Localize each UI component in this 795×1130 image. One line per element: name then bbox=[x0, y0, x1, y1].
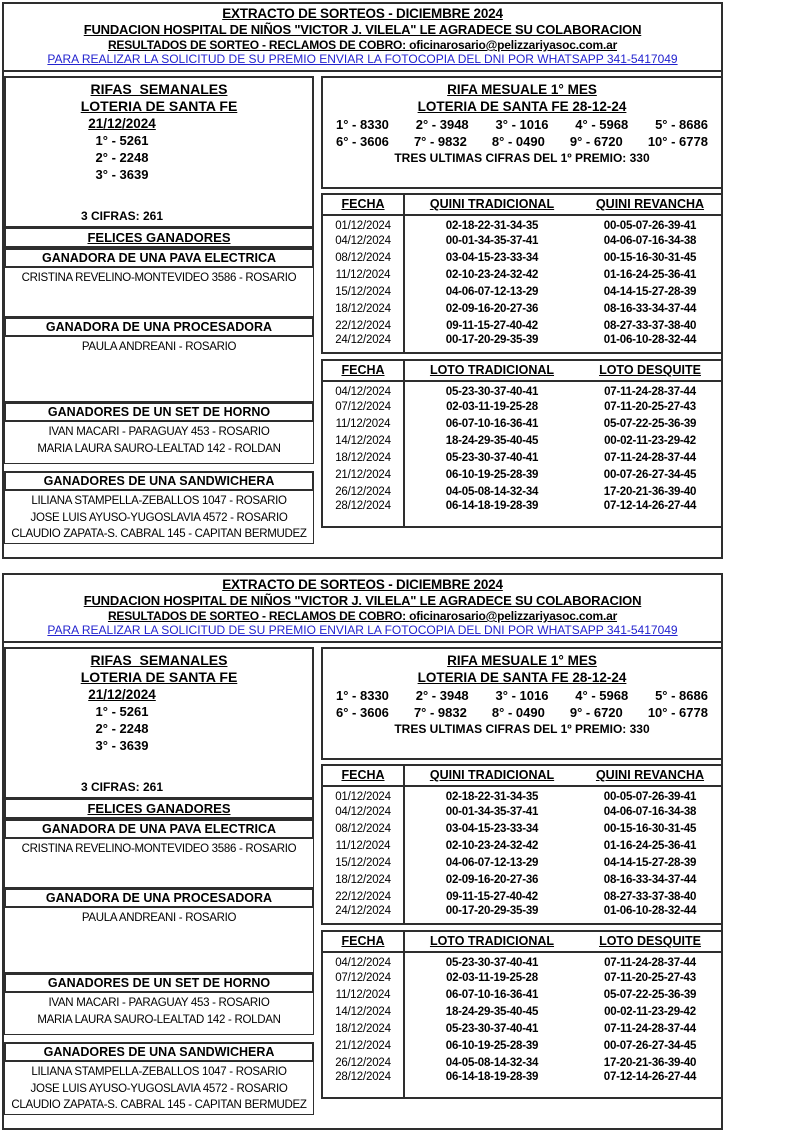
weekly-prize-1: 1° - 5261 bbox=[95, 133, 149, 148]
quini-row bbox=[323, 837, 721, 854]
fecha-cell: 11/12/2024 bbox=[323, 415, 404, 432]
quini-header-tradicional: QUINI TRADICIONAL bbox=[404, 766, 579, 786]
fecha-cell: 21/12/2024 bbox=[323, 1037, 404, 1054]
winner-group-names-procesadora bbox=[4, 908, 314, 973]
winner-name: CLAUDIO ZAPATA-S. CABRAL 145 - CAPITAN BERMUDEZ bbox=[11, 528, 307, 540]
loto-row bbox=[323, 432, 721, 449]
revancha-cell: 01-06-10-28-32-44 bbox=[603, 905, 697, 917]
fecha-cell: 04/12/2024 bbox=[323, 381, 404, 398]
desquite-cell: 00-02-11-23-29-42 bbox=[604, 434, 696, 447]
desquite-cell: 07-11-24-28-37-44 bbox=[604, 386, 696, 398]
loto-row bbox=[323, 500, 721, 526]
loto-header-tradicional: LOTO TRADICIONAL bbox=[404, 932, 579, 952]
tradicional-cell: 09-11-15-27-40-42 bbox=[446, 890, 538, 903]
winner-group-names-procesadora bbox=[4, 337, 314, 402]
card-header bbox=[4, 4, 721, 72]
happy-winners-heading: FELICES GANADORES bbox=[4, 228, 314, 248]
results-label: RESULTADOS DE SORTEO - RECLAMOS DE COBRO: bbox=[107, 38, 410, 52]
winner-group-title-sandwichera: GANADORES DE UNA SANDWICHERA bbox=[4, 471, 314, 491]
tradicional-cell: 05-23-30-37-40-41 bbox=[445, 386, 539, 398]
monthly-prizes-row-2 bbox=[323, 134, 721, 149]
quini-header-row bbox=[323, 766, 721, 786]
loto-row bbox=[323, 381, 721, 398]
monthly-prizes-row-2 bbox=[323, 705, 721, 720]
weekly-raffle-title: RIFAS SEMANALES bbox=[90, 81, 228, 97]
winner-name: PAULA ANDREANI - ROSARIO bbox=[81, 341, 237, 353]
desquite-cell: 00-07-26-27-34-45 bbox=[603, 468, 697, 481]
quini-table bbox=[323, 766, 721, 923]
weekly-prize-2: 2° - 2248 bbox=[95, 150, 149, 165]
tradicional-cell: 04-06-07-12-13-29 bbox=[445, 285, 539, 298]
tradicional-cell: 00-01-34-35-37-41 bbox=[445, 805, 539, 818]
loto-row bbox=[323, 1003, 721, 1020]
quini-header-tradicional: QUINI TRADICIONAL bbox=[404, 195, 579, 215]
desquite-cell: 05-07-22-25-36-39 bbox=[603, 417, 697, 430]
fecha-cell: 22/12/2024 bbox=[323, 888, 404, 905]
monthly-prize-4: 4° - 5968 bbox=[575, 117, 629, 132]
spacer bbox=[4, 1035, 314, 1042]
monthly-raffle-subtitle: LOTERIA DE SANTA FE 28-12-24 bbox=[417, 99, 627, 114]
weekly-raffle-date: 21/12/2024 bbox=[88, 687, 156, 702]
weekly-three-digits: 3 CIFRAS: 261 bbox=[80, 780, 164, 794]
monthly-prize-6: 6° - 3606 bbox=[336, 134, 389, 149]
revancha-cell: 08-27-33-37-38-40 bbox=[603, 890, 697, 903]
loto-row bbox=[323, 415, 721, 432]
loto-row bbox=[323, 1054, 721, 1071]
loto-row bbox=[323, 483, 721, 500]
revancha-cell: 04-06-07-16-34-38 bbox=[603, 234, 697, 247]
monthly-prize-5: 5° - 8686 bbox=[655, 688, 708, 703]
monthly-prize-9: 9° - 6720 bbox=[569, 134, 623, 149]
monthly-prize-2: 2° - 3948 bbox=[415, 117, 469, 132]
quini-header-revancha: QUINI REVANCHA bbox=[579, 195, 721, 215]
desquite-cell: 00-02-11-23-29-42 bbox=[604, 1005, 696, 1018]
fecha-cell: 08/12/2024 bbox=[323, 820, 404, 837]
winner-group-title-sandwichera: GANADORES DE UNA SANDWICHERA bbox=[4, 1042, 314, 1062]
quini-header-revancha: QUINI REVANCHA bbox=[579, 766, 721, 786]
tradicional-cell: 03-04-15-23-33-34 bbox=[445, 822, 539, 835]
right-column bbox=[321, 647, 723, 1099]
fecha-cell: 18/12/2024 bbox=[323, 1020, 404, 1037]
loto-table-box bbox=[321, 930, 723, 1099]
results-label: RESULTADOS DE SORTEO - RECLAMOS DE COBRO: bbox=[107, 609, 410, 623]
fecha-cell: 07/12/2024 bbox=[323, 969, 404, 986]
loto-header-tradicional: LOTO TRADICIONAL bbox=[404, 361, 579, 381]
winner-group-title-procesadora: GANADORA DE UNA PROCESADORA bbox=[4, 317, 314, 337]
quini-row bbox=[323, 334, 721, 352]
monthly-prize-6: 6° - 3606 bbox=[336, 705, 389, 720]
fecha-cell: 18/12/2024 bbox=[323, 449, 404, 466]
tradicional-cell: 06-10-19-25-28-39 bbox=[445, 1039, 539, 1052]
quini-table-box bbox=[321, 764, 723, 925]
quini-row bbox=[323, 803, 721, 820]
winner-name: LILIANA STAMPELLA-ZEBALLOS 1047 - ROSARIO bbox=[31, 495, 287, 507]
fecha-cell: 24/12/2024 bbox=[323, 905, 404, 923]
winner-name: CRISTINA REVELINO-MONTEVIDEO 3586 - ROSARIO bbox=[21, 272, 297, 284]
spacer bbox=[4, 464, 314, 471]
loto-header-row bbox=[323, 361, 721, 381]
loto-header-row bbox=[323, 932, 721, 952]
fecha-cell: 14/12/2024 bbox=[323, 432, 404, 449]
winner-group-names-set-horno bbox=[4, 422, 314, 464]
header-results-line bbox=[8, 38, 717, 52]
tradicional-cell: 06-14-18-19-28-39 bbox=[445, 500, 539, 512]
monthly-prize-5: 5° - 8686 bbox=[655, 117, 708, 132]
fecha-cell: 11/12/2024 bbox=[323, 986, 404, 1003]
winner-group-title-pava: GANADORA DE UNA PAVA ELECTRICA bbox=[4, 819, 314, 839]
winner-group-title-procesadora: GANADORA DE UNA PROCESADORA bbox=[4, 888, 314, 908]
tradicional-cell: 02-10-23-24-32-42 bbox=[445, 268, 539, 281]
revancha-cell: 01-16-24-25-36-41 bbox=[603, 268, 697, 281]
quini-header-row bbox=[323, 195, 721, 215]
tradicional-cell: 06-07-10-16-36-41 bbox=[445, 988, 539, 1001]
right-column bbox=[321, 76, 723, 528]
quini-row bbox=[323, 871, 721, 888]
tradicional-cell: 02-09-16-20-27-36 bbox=[445, 873, 539, 886]
tradicional-cell: 02-03-11-19-25-28 bbox=[446, 400, 538, 413]
tradicional-cell: 00-17-20-29-35-39 bbox=[445, 905, 539, 917]
header-title: EXTRACTO DE SORTEOS - DICIEMBRE 2024 bbox=[222, 6, 503, 21]
tradicional-cell: 18-24-29-35-40-45 bbox=[445, 1005, 539, 1018]
email-link[interactable]: oficinarosario@pelizzariyasoc.com.ar bbox=[409, 609, 618, 623]
winner-group-title-set-horno: GANADORES DE UN SET DE HORNO bbox=[4, 402, 314, 422]
loto-row bbox=[323, 398, 721, 415]
tradicional-cell: 06-10-19-25-28-39 bbox=[445, 468, 539, 481]
loto-row bbox=[323, 969, 721, 986]
revancha-cell: 01-16-24-25-36-41 bbox=[603, 839, 697, 852]
winner-group-names-pava bbox=[4, 839, 314, 888]
weekly-raffle-box bbox=[4, 647, 314, 799]
desquite-cell: 07-12-14-26-27-44 bbox=[603, 500, 697, 512]
winner-group-title-pava: GANADORA DE UNA PAVA ELECTRICA bbox=[4, 248, 314, 268]
loto-row bbox=[323, 1037, 721, 1054]
winner-name: IVAN MACARI - PARAGUAY 453 - ROSARIO bbox=[48, 997, 270, 1009]
quini-row bbox=[323, 888, 721, 905]
quini-header-fecha: FECHA bbox=[323, 195, 404, 215]
fecha-cell: 18/12/2024 bbox=[323, 871, 404, 888]
revancha-cell: 00-05-07-26-39-41 bbox=[603, 220, 697, 232]
desquite-cell: 05-07-22-25-36-39 bbox=[603, 988, 697, 1001]
tradicional-cell: 06-14-18-19-28-39 bbox=[445, 1071, 539, 1083]
weekly-prize-3: 3° - 3639 bbox=[95, 167, 149, 182]
winner-name: LILIANA STAMPELLA-ZEBALLOS 1047 - ROSARIO bbox=[31, 1066, 287, 1078]
loto-header-fecha: FECHA bbox=[323, 361, 404, 381]
monthly-prize-1: 1° - 8330 bbox=[336, 688, 389, 703]
revancha-cell: 01-06-10-28-32-44 bbox=[603, 334, 697, 346]
quini-row bbox=[323, 232, 721, 249]
monthly-prize-10: 10° - 6778 bbox=[647, 134, 708, 149]
left-column bbox=[4, 647, 314, 1115]
winner-group-names-sandwichera bbox=[4, 1062, 314, 1115]
monthly-prize-10: 10° - 6778 bbox=[647, 705, 708, 720]
fecha-cell: 14/12/2024 bbox=[323, 1003, 404, 1020]
fecha-cell: 11/12/2024 bbox=[323, 837, 404, 854]
tradicional-cell: 00-17-20-29-35-39 bbox=[445, 334, 539, 346]
header-title: EXTRACTO DE SORTEOS - DICIEMBRE 2024 bbox=[222, 577, 503, 592]
left-column bbox=[4, 76, 314, 544]
fecha-cell: 07/12/2024 bbox=[323, 398, 404, 415]
monthly-raffle-title: RIFA MESUALE 1° MES bbox=[447, 653, 597, 668]
desquite-cell: 17-20-21-36-39-40 bbox=[603, 485, 697, 498]
winner-name: MARIA LAURA SAURO-LEALTAD 142 - ROLDAN bbox=[37, 1013, 281, 1026]
winner-group-title-set-horno: GANADORES DE UN SET DE HORNO bbox=[4, 973, 314, 993]
sorteo-extract-card bbox=[2, 573, 723, 1130]
fecha-cell: 01/12/2024 bbox=[323, 786, 404, 803]
fecha-cell: 21/12/2024 bbox=[323, 466, 404, 483]
winner-group-names-pava bbox=[4, 268, 314, 317]
loto-row bbox=[323, 952, 721, 969]
loto-header-desquite: LOTO DESQUITE bbox=[579, 932, 721, 952]
whatsapp-instruction-line bbox=[8, 52, 717, 66]
revancha-cell: 08-16-33-34-37-44 bbox=[603, 873, 697, 886]
sorteo-extract-card bbox=[2, 2, 723, 559]
fecha-cell: 26/12/2024 bbox=[323, 483, 404, 500]
monthly-prize-7: 7° - 9832 bbox=[413, 134, 467, 149]
winner-name: CRISTINA REVELINO-MONTEVIDEO 3586 - ROSARIO bbox=[21, 843, 297, 855]
loto-header-desquite: LOTO DESQUITE bbox=[579, 361, 721, 381]
winner-name: CLAUDIO ZAPATA-S. CABRAL 145 - CAPITAN BERMUDEZ bbox=[11, 1099, 307, 1111]
weekly-raffle-title: RIFAS SEMANALES bbox=[90, 652, 228, 668]
monthly-prize-7: 7° - 9832 bbox=[413, 705, 467, 720]
weekly-prize-3: 3° - 3639 bbox=[95, 738, 149, 753]
desquite-cell: 07-11-20-25-27-43 bbox=[604, 400, 696, 413]
weekly-raffle-subtitle: LOTERIA DE SANTA FE bbox=[80, 98, 238, 114]
fecha-cell: 18/12/2024 bbox=[323, 300, 404, 317]
winner-name: JOSE LUIS AYUSO-YUGOSLAVIA 4572 - ROSARIO bbox=[30, 511, 288, 524]
tradicional-cell: 18-24-29-35-40-45 bbox=[445, 434, 539, 447]
email-link[interactable]: oficinarosario@pelizzariyasoc.com.ar bbox=[409, 38, 618, 52]
fecha-cell: 01/12/2024 bbox=[323, 215, 404, 232]
tradicional-cell: 00-01-34-35-37-41 bbox=[445, 234, 539, 247]
desquite-cell: 07-11-24-28-37-44 bbox=[604, 451, 696, 464]
revancha-cell: 00-15-16-30-31-45 bbox=[603, 251, 697, 264]
fecha-cell: 26/12/2024 bbox=[323, 1054, 404, 1071]
loto-row bbox=[323, 1020, 721, 1037]
quini-row bbox=[323, 905, 721, 923]
monthly-prize-9: 9° - 6720 bbox=[569, 705, 623, 720]
monthly-last-digits-note: TRES ULTIMAS CIFRAS DEL 1º PREMIO: 330 bbox=[394, 722, 650, 736]
quini-row bbox=[323, 249, 721, 266]
tradicional-cell: 02-18-22-31-34-35 bbox=[445, 220, 539, 232]
winner-name: PAULA ANDREANI - ROSARIO bbox=[81, 912, 237, 924]
tradicional-cell: 06-07-10-16-36-41 bbox=[445, 417, 539, 430]
quini-table bbox=[323, 195, 721, 352]
revancha-cell: 04-14-15-27-28-39 bbox=[603, 856, 697, 869]
quini-row bbox=[323, 266, 721, 283]
fecha-cell: 28/12/2024 bbox=[323, 500, 404, 526]
loto-row bbox=[323, 466, 721, 483]
desquite-cell: 00-07-26-27-34-45 bbox=[603, 1039, 697, 1052]
loto-table-box bbox=[321, 359, 723, 528]
whatsapp-instruction-line bbox=[8, 623, 717, 637]
tradicional-cell: 05-23-30-37-40-41 bbox=[445, 451, 539, 464]
tradicional-cell: 04-05-08-14-32-34 bbox=[445, 485, 539, 498]
tradicional-cell: 03-04-15-23-33-34 bbox=[445, 251, 539, 264]
happy-winners-heading: FELICES GANADORES bbox=[4, 799, 314, 819]
fecha-cell: 24/12/2024 bbox=[323, 334, 404, 352]
fecha-cell: 22/12/2024 bbox=[323, 317, 404, 334]
winner-name: MARIA LAURA SAURO-LEALTAD 142 - ROLDAN bbox=[37, 442, 281, 455]
winner-name: IVAN MACARI - PARAGUAY 453 - ROSARIO bbox=[48, 426, 270, 438]
weekly-raffle-date: 21/12/2024 bbox=[88, 116, 156, 131]
quini-row bbox=[323, 820, 721, 837]
header-foundation-line: FUNDACION HOSPITAL DE NIÑOS "VICTOR J. VILELA" LE AGRADECE SU COLABORACION bbox=[83, 593, 642, 608]
monthly-prizes-row-1 bbox=[323, 688, 721, 703]
loto-row bbox=[323, 986, 721, 1003]
whatsapp-link[interactable]: PARA REALIZAR LA SOLICITUD DE SU PREMIO ENVIAR LA FOTOCOPIA DEL DNI POR WHATSAPP 341-5417049 bbox=[47, 52, 678, 66]
revancha-cell: 00-05-07-26-39-41 bbox=[603, 791, 697, 803]
monthly-raffle-box bbox=[321, 76, 723, 189]
monthly-prize-2: 2° - 3948 bbox=[415, 688, 469, 703]
quini-row bbox=[323, 300, 721, 317]
monthly-prize-8: 8° - 0490 bbox=[491, 134, 545, 149]
monthly-raffle-title: RIFA MESUALE 1° MES bbox=[447, 82, 597, 97]
header-results-line bbox=[8, 609, 717, 623]
loto-table bbox=[323, 932, 721, 1097]
desquite-cell: 07-11-24-28-37-44 bbox=[604, 1022, 696, 1035]
winner-group-names-sandwichera bbox=[4, 491, 314, 544]
fecha-cell: 04/12/2024 bbox=[323, 232, 404, 249]
monthly-prize-3: 3° - 1016 bbox=[495, 117, 549, 132]
monthly-raffle-box bbox=[321, 647, 723, 760]
whatsapp-link[interactable]: PARA REALIZAR LA SOLICITUD DE SU PREMIO ENVIAR LA FOTOCOPIA DEL DNI POR WHATSAPP 341-5417049 bbox=[47, 623, 678, 637]
fecha-cell: 15/12/2024 bbox=[323, 283, 404, 300]
tradicional-cell: 05-23-30-37-40-41 bbox=[445, 957, 539, 969]
tradicional-cell: 02-10-23-24-32-42 bbox=[445, 839, 539, 852]
tradicional-cell: 09-11-15-27-40-42 bbox=[446, 319, 538, 332]
revancha-cell: 00-15-16-30-31-45 bbox=[603, 822, 697, 835]
quini-row bbox=[323, 215, 721, 232]
tradicional-cell: 02-09-16-20-27-36 bbox=[445, 302, 539, 315]
monthly-prize-4: 4° - 5968 bbox=[575, 688, 629, 703]
quini-row bbox=[323, 283, 721, 300]
header-foundation-line: FUNDACION HOSPITAL DE NIÑOS "VICTOR J. VILELA" LE AGRADECE SU COLABORACION bbox=[83, 22, 642, 37]
weekly-raffle-box bbox=[4, 76, 314, 228]
content-columns bbox=[4, 76, 721, 544]
desquite-cell: 07-11-20-25-27-43 bbox=[604, 971, 696, 984]
revancha-cell: 04-14-15-27-28-39 bbox=[603, 285, 697, 298]
monthly-prize-3: 3° - 1016 bbox=[495, 688, 549, 703]
desquite-cell: 07-11-24-28-37-44 bbox=[604, 957, 696, 969]
weekly-raffle-subtitle: LOTERIA DE SANTA FE bbox=[80, 669, 238, 685]
desquite-cell: 07-12-14-26-27-44 bbox=[603, 1071, 697, 1083]
loto-table bbox=[323, 361, 721, 526]
fecha-cell: 28/12/2024 bbox=[323, 1071, 404, 1097]
tradicional-cell: 02-18-22-31-34-35 bbox=[445, 791, 539, 803]
revancha-cell: 08-27-33-37-38-40 bbox=[603, 319, 697, 332]
loto-row bbox=[323, 449, 721, 466]
content-columns bbox=[4, 647, 721, 1115]
fecha-cell: 11/12/2024 bbox=[323, 266, 404, 283]
loto-header-fecha: FECHA bbox=[323, 932, 404, 952]
fecha-cell: 15/12/2024 bbox=[323, 854, 404, 871]
card-header bbox=[4, 575, 721, 643]
revancha-cell: 08-16-33-34-37-44 bbox=[603, 302, 697, 315]
loto-row bbox=[323, 1071, 721, 1097]
monthly-prize-1: 1° - 8330 bbox=[336, 117, 389, 132]
fecha-cell: 04/12/2024 bbox=[323, 803, 404, 820]
quini-row bbox=[323, 854, 721, 871]
tradicional-cell: 05-23-30-37-40-41 bbox=[445, 1022, 539, 1035]
quini-table-box bbox=[321, 193, 723, 354]
tradicional-cell: 04-05-08-14-32-34 bbox=[445, 1056, 539, 1069]
weekly-prize-1: 1° - 5261 bbox=[95, 704, 149, 719]
tradicional-cell: 02-03-11-19-25-28 bbox=[446, 971, 538, 984]
weekly-three-digits: 3 CIFRAS: 261 bbox=[80, 209, 164, 223]
monthly-prize-8: 8° - 0490 bbox=[491, 705, 545, 720]
quini-row bbox=[323, 317, 721, 334]
desquite-cell: 17-20-21-36-39-40 bbox=[603, 1056, 697, 1069]
weekly-prize-2: 2° - 2248 bbox=[95, 721, 149, 736]
quini-header-fecha: FECHA bbox=[323, 766, 404, 786]
tradicional-cell: 04-06-07-12-13-29 bbox=[445, 856, 539, 869]
winner-group-names-set-horno bbox=[4, 993, 314, 1035]
quini-row bbox=[323, 786, 721, 803]
revancha-cell: 04-06-07-16-34-38 bbox=[603, 805, 697, 818]
monthly-raffle-subtitle: LOTERIA DE SANTA FE 28-12-24 bbox=[417, 670, 627, 685]
winner-name: JOSE LUIS AYUSO-YUGOSLAVIA 4572 - ROSARIO bbox=[30, 1082, 288, 1095]
fecha-cell: 04/12/2024 bbox=[323, 952, 404, 969]
monthly-last-digits-note: TRES ULTIMAS CIFRAS DEL 1º PREMIO: 330 bbox=[394, 151, 650, 165]
monthly-prizes-row-1 bbox=[323, 117, 721, 132]
fecha-cell: 08/12/2024 bbox=[323, 249, 404, 266]
